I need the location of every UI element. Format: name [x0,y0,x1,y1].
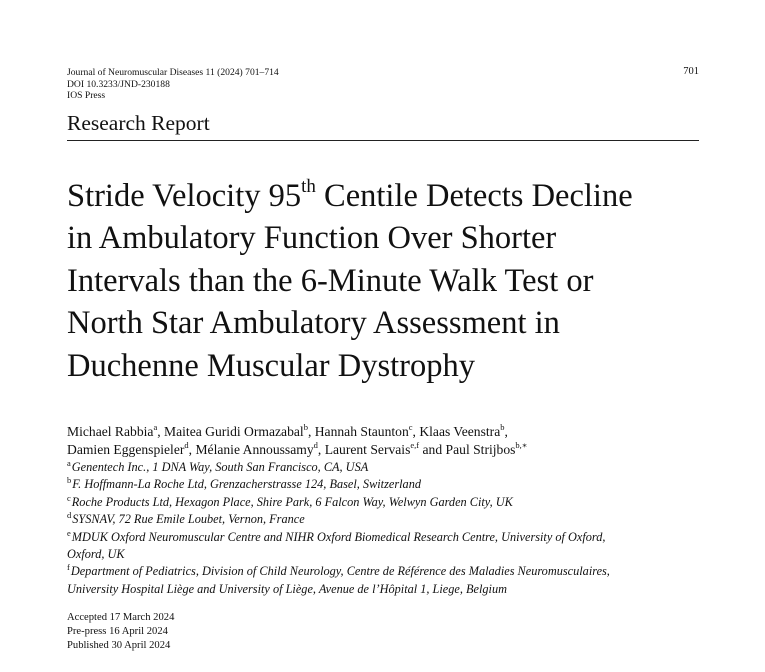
accepted-date: Accepted 17 March 2024 [67,612,175,623]
author-list [67,423,528,459]
affiliation-e: $^e$MDUK Oxford Neuromuscular Centre and NIHR Oxford Biomedical Research Centre, University of Oxford, [67,527,606,544]
author-line-2: Damien Eggenspieler$^d$, Mélanie Annoussamy$^d$, Laurent Servais$^{e,f}$ and Paul Strijbos$^{b,∗}$ [67,440,528,457]
title-line-5: Duchenne Muscular Dystrophy [67,347,475,384]
published-date: Published 30 April 2024 [67,640,171,652]
author: Maitea Guridi Ormazabal [164,424,304,439]
affiliation-f-cont: University Hospital Liège and University of Liège, Avenue de l’Hôpital 1, Liege, Belgium [67,581,507,596]
author-line-1: Michael Rabbia$^a$, Maitea Guridi Ormazabal$^b$, Hannah Staunton$^c$, Klaas Veenstra$^b$, [67,422,508,439]
affiliation-e-cont: Oxford, UK [67,547,125,562]
author: Klaas Veenstra [419,424,501,439]
publication-dates [67,611,174,654]
author: Laurent Servais [324,442,411,457]
title-line-1: Stride Velocity 95th Centile Detects Decline [67,176,633,214]
header-rule [67,140,699,141]
title-line-2: in Ambulatory Function Over Shorter [67,220,557,257]
journal-citation: Journal of Neuromuscular Diseases 11 (2024) 701–714 [67,67,279,78]
title-line-4: North Star Ambulatory Assessment in [67,305,560,342]
author: Damien Eggenspieler [67,442,185,457]
affiliation-d: $^d$SYSNAV, 72 Rue Emile Loubet, Vernon, France [67,510,305,527]
affiliation-a: $^a$Genentech Inc., 1 DNA Way, South San Francisco, CA, USA [67,458,369,474]
section-label: Research Report [67,111,210,135]
affiliation-b: $^b$F. Hoffmann-La Roche Ltd, Grenzacherstrasse 124, Basel, Switzerland [67,475,421,492]
author: Michael Rabbia [67,424,154,439]
journal-header [67,67,279,102]
author: Paul Strijbos [445,442,516,457]
doi: DOI 10.3233/JND-230188 [67,78,170,90]
article-title [67,175,727,387]
prepress-date: Pre-press 16 April 2024 [67,626,168,638]
author: Hannah Staunton [314,424,409,439]
affiliation-list [67,459,707,598]
page-number: 701 [683,66,699,77]
title-line-3: Intervals than the 6-Minute Walk Test or [67,262,594,299]
affiliation-c: $^c$Roche Products Ltd, Hexagon Place, Shire Park, 6 Falcon Way, Welwyn Garden City, UK [67,492,513,509]
author: Mélanie Annoussamy [195,442,314,457]
publisher: IOS Press [67,90,106,102]
affiliation-f: $^f$Department of Pediatrics, Division of Child Neurology, Centre de Référence des Maladies Neuromusculaires, [67,562,610,579]
